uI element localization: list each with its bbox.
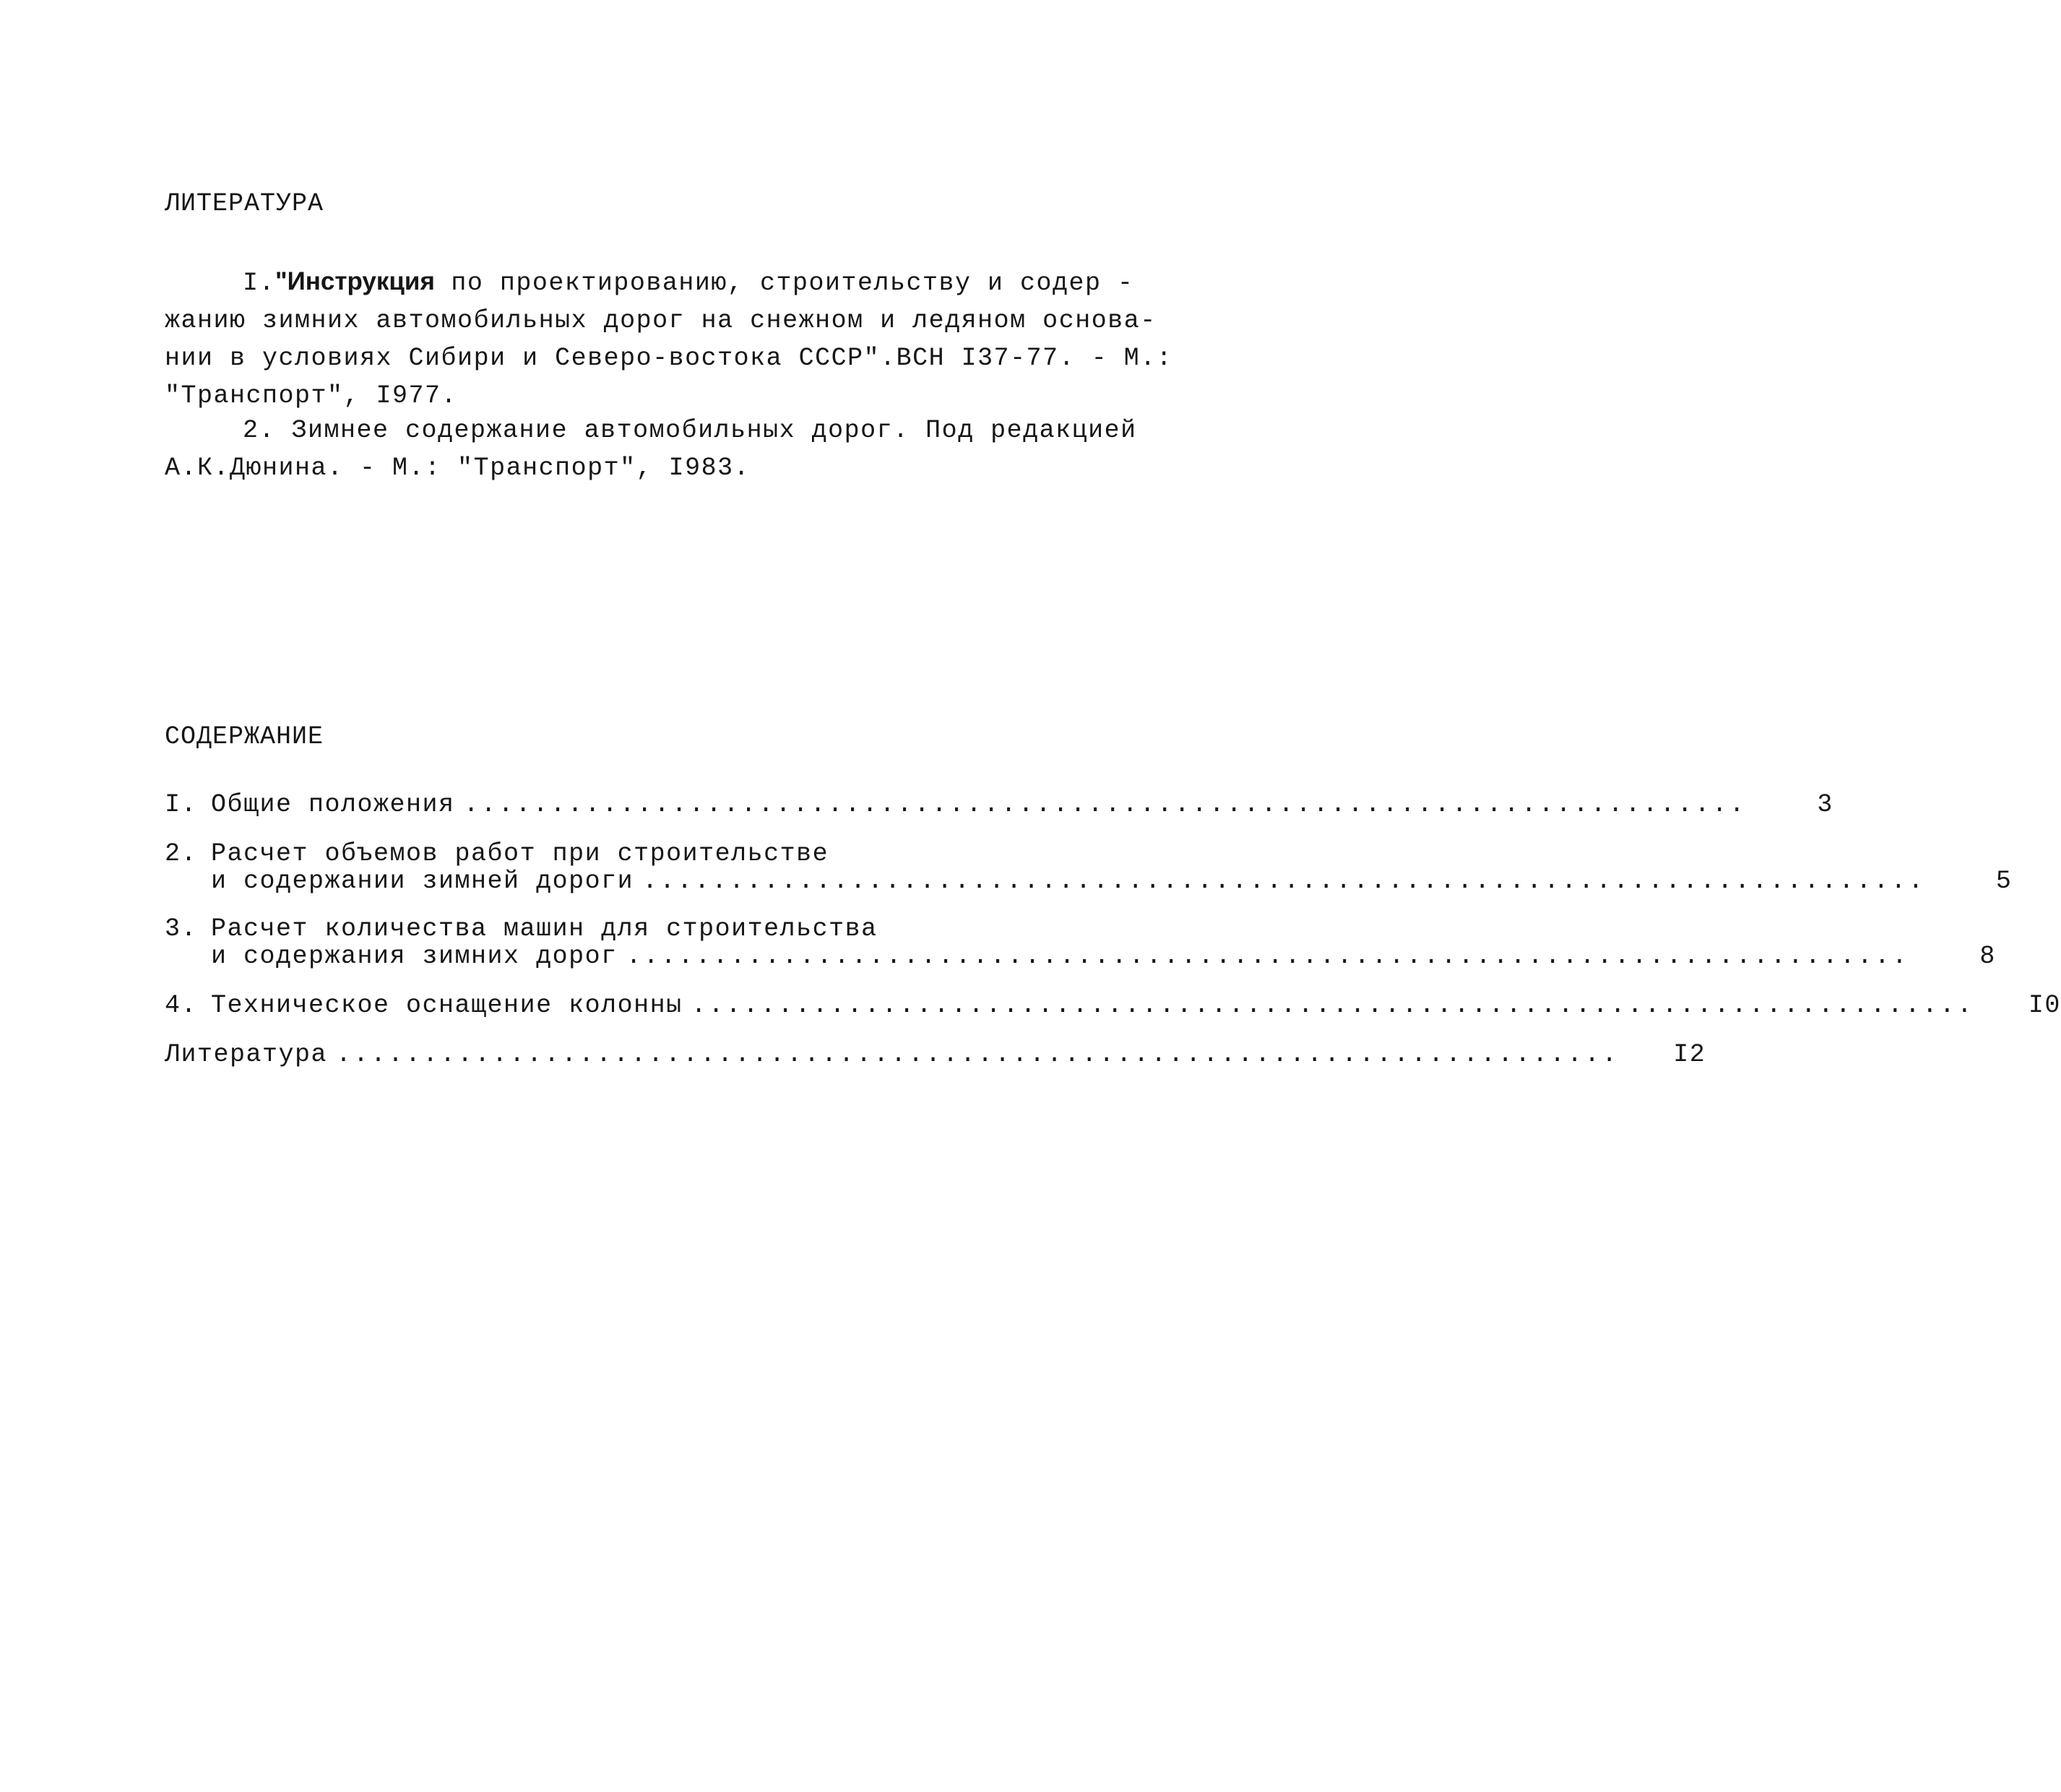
table-of-contents — [165, 790, 2061, 1069]
toc-entry-page: 5 — [1995, 867, 2013, 896]
toc-entry-page: 3 — [1817, 790, 1833, 819]
toc-entry-number: I. — [165, 790, 198, 819]
reference-1-line-2: жанию зимних автомобильных дорог на снежном и ледяном основа- — [165, 306, 1157, 335]
reference-1-title-start: "Инструкция — [275, 267, 435, 295]
reference-1-number: I. — [243, 269, 276, 298]
toc-entry-page: 8 — [1979, 942, 1996, 971]
toc-entry-title: Общие положения — [211, 790, 455, 819]
reference-1-line-1 — [165, 263, 1134, 302]
toc-entry — [165, 839, 2013, 896]
reference-1-line-3: нии в условиях Сибири и Северо-востока СССР".ВСН I37-77. - М.: — [165, 344, 1173, 373]
reference-1-line-4: "Транспорт", I977. — [165, 381, 458, 410]
toc-dot-leader: .......................................................................... — [691, 991, 1974, 1020]
toc-dot-leader: .......................................................................... — [336, 1040, 1620, 1069]
toc-entry-title-continuation: и содержании зимней дороги — [211, 867, 634, 896]
toc-entry-title-continuation: и содержания зимних дорог — [211, 942, 618, 971]
toc-entry-number: 2. — [165, 839, 198, 868]
toc-entry — [165, 790, 1833, 819]
toc-dot-leader: .......................................................................... — [463, 790, 1747, 819]
toc-entry-title: Литература — [165, 1040, 328, 1069]
toc-entry-number: 4. — [165, 991, 198, 1020]
literature-heading: ЛИТЕРАТУРА — [165, 189, 324, 218]
toc-dot-leader: .......................................................................... — [642, 867, 1926, 896]
toc-entry-page: I2 — [1673, 1040, 1706, 1069]
toc-dot-leader: .......................................................................... — [626, 942, 1909, 971]
toc-entry-title: Техническое оснащение колонны — [211, 991, 683, 1020]
toc-entry — [165, 1040, 1706, 1069]
reference-1-line-1-rest: по проектированию, строительству и содер - — [434, 269, 1134, 298]
contents-heading: СОДЕРЖАНИЕ — [165, 722, 324, 751]
reference-2-line-2: А.К.Дюнина. - М.: "Транспорт", I983. — [165, 454, 751, 482]
toc-entry-title: Расчет количества машин для строительства — [211, 914, 878, 943]
toc-entry-title: Расчет объемов работ при строительстве — [211, 839, 829, 868]
reference-2-line-1: 2. Зимнее содержание автомобильных дорог. Под редакцией — [243, 416, 1137, 445]
reference-1 — [165, 263, 1173, 415]
toc-entry — [165, 991, 2061, 1020]
toc-entry-page: I0 — [2028, 991, 2061, 1020]
toc-entry-number: 3. — [165, 914, 198, 943]
reference-2 — [165, 412, 1137, 487]
toc-entry — [165, 914, 1996, 971]
